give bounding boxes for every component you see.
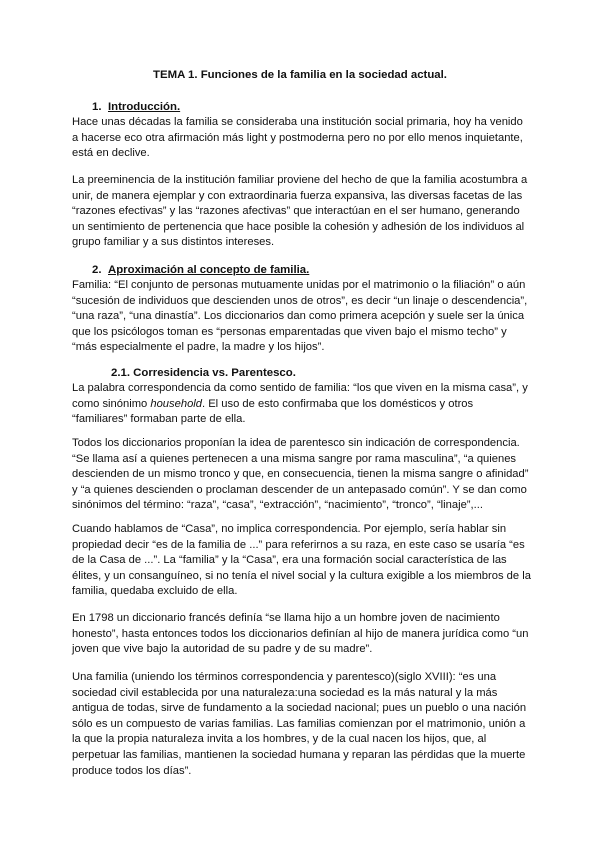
text-line: perpetuar las familias, mantienen la sociedad humana y reparan las pérdidas que la muerte — [72, 748, 526, 761]
text-line: “una raza”, “una dinastía”. Los diccionarios dan como primera acepción y suele ser la única — [72, 310, 525, 323]
text-line: “razones efectivas” y las “razones afectivas” que interactúan en el ser humano, generando — [72, 205, 520, 218]
text-line: a hacerse eco otra afirmación más light y postmoderna pero no por ello menos inquietante, — [72, 131, 523, 144]
text-line: sinónimos del término: “raza”, “casa”, “extracción”, “nacimiento”, “tronco”, “linaje”,... — [72, 499, 483, 512]
text-line: antigua de todas, sirve de fundamento a la sociedad nacional; pues un pueblo o una nación — [72, 702, 527, 715]
section-2-heading — [92, 263, 309, 279]
section-2-number: 2. — [92, 264, 102, 276]
section-1-paragraph-1 — [72, 115, 532, 162]
text-line: Todos los diccionarios proponían la idea de parentesco sin indicación de correspondencia. — [72, 437, 520, 449]
text-fragment: . El uso de esto confirmaba que los domésticos y otros — [202, 397, 474, 410]
text-line: “sucesión de individuos que descienden unos de otros”, es decir “un linaje o descendencia”, — [72, 294, 528, 307]
text-line: joven que vive bajo la autoridad de su padre y de su madre”. — [72, 643, 373, 656]
text-line: y “a quienes descienden o proclaman descender de un antepasado común”. Y se dan como — [72, 483, 527, 496]
text-line: honesto”, hasta entonces todos los diccionarios definían al hijo de manera jurídica como “un — [72, 627, 529, 640]
text-line: “familiares” formaban parte de ella. — [72, 413, 246, 426]
text-line — [72, 397, 532, 413]
text-line: élites, y un consanguíneo, si no tenía el nivel social y la cultura exigible a los miembros de la — [72, 569, 531, 582]
text-line: grupo familiar y a sus distintos intereses. — [72, 236, 275, 249]
section-1-title: Introducción. — [108, 101, 181, 113]
section-2-paragraph-1 — [72, 278, 532, 356]
section-1-number: 1. — [92, 101, 102, 113]
text-line: La palabra correspondencia da como sentido de familia: “los que viven en la misma casa”, y — [72, 382, 528, 394]
document-title: TEMA 1. Funciones de la familia en la sociedad actual. — [153, 69, 447, 81]
section-2-1-paragraph-2 — [72, 436, 532, 514]
section-1-heading — [92, 100, 180, 116]
text-line: En 1798 un diccionario francés definía “se llama hijo a un hombre joven de nacimiento — [72, 612, 500, 624]
text-line: “más especialmente el padre, la madre y los hijos”. — [72, 341, 325, 354]
text-line: produce todos los días”. — [72, 764, 192, 777]
text-line: que los psicólogos toman es “personas emparentadas que viven bajo el mismo techo” y — [72, 325, 507, 338]
section-2-1-paragraph-1 — [72, 381, 532, 428]
section-2-title: Aproximación al concepto de familia. — [108, 264, 310, 276]
section-2-1-heading: 2.1. Corresidencia vs. Parentesco. — [111, 367, 296, 379]
text-line: de la Casa de ...”. La “familia” y la “Casa”, era una formación social característica de las — [72, 554, 507, 567]
text-line: familia, quedaba excluido de ella. — [72, 585, 238, 598]
text-line: está en declive. — [72, 147, 150, 160]
section-2-1-paragraph-5 — [72, 670, 532, 779]
text-line: Hace unas décadas la familia se consideraba una institución social primaria, hoy ha venido — [72, 116, 523, 128]
text-line: sólo es un compuesto de varias familias. Las familias comienzan por el matrimonio, unión a — [72, 717, 526, 730]
text-line: propiedad decir “es de la familia de ...” para referirnos a su raza, en este caso se usaría “es — [72, 538, 525, 551]
text-line: descienden de un mismo tronco y que, en consecuencia, tienen la misma sangre o afinidad” — [72, 468, 529, 481]
italic-term: household — [150, 397, 202, 410]
text-line: Una familia (uniendo los términos correspondencia y parentesco)(siglo XVIII): “es una — [72, 671, 497, 683]
text-line: Familia: “El conjunto de personas mutuamente unidas por el matrimonio o la filiación” o aún — [72, 279, 526, 291]
section-1-paragraph-2 — [72, 173, 532, 251]
text-line: sociedad civil establecida por una naturaleza:una sociedad es la más natural y la más — [72, 686, 498, 699]
text-line: La preeminencia de la institución familiar proviene del hecho de que la familia acostumbra a — [72, 174, 528, 186]
text-fragment: como sinónimo — [72, 397, 151, 410]
section-2-1-paragraph-3 — [72, 522, 532, 600]
text-line: un sentimiento de pertenencia que hace posible la cohesión y adhesión de los individuos al — [72, 220, 525, 233]
text-line: la que la propia naturaleza invita a los hombres, y de la cual nacen los hijos, que, al — [72, 733, 487, 746]
text-line: “Se llama así a quienes pertenecen a una misma sangre por rama masculina”, “a quienes — [72, 452, 517, 465]
text-line: unir, de manera ejemplar y con extraordinaria fuerza expansiva, las diversas facetas de las — [72, 189, 523, 202]
section-2-1-paragraph-4 — [72, 611, 532, 658]
text-line: Cuando hablamos de “Casa”, no implica correspondencia. Por ejemplo, sería hablar sin — [72, 523, 507, 535]
